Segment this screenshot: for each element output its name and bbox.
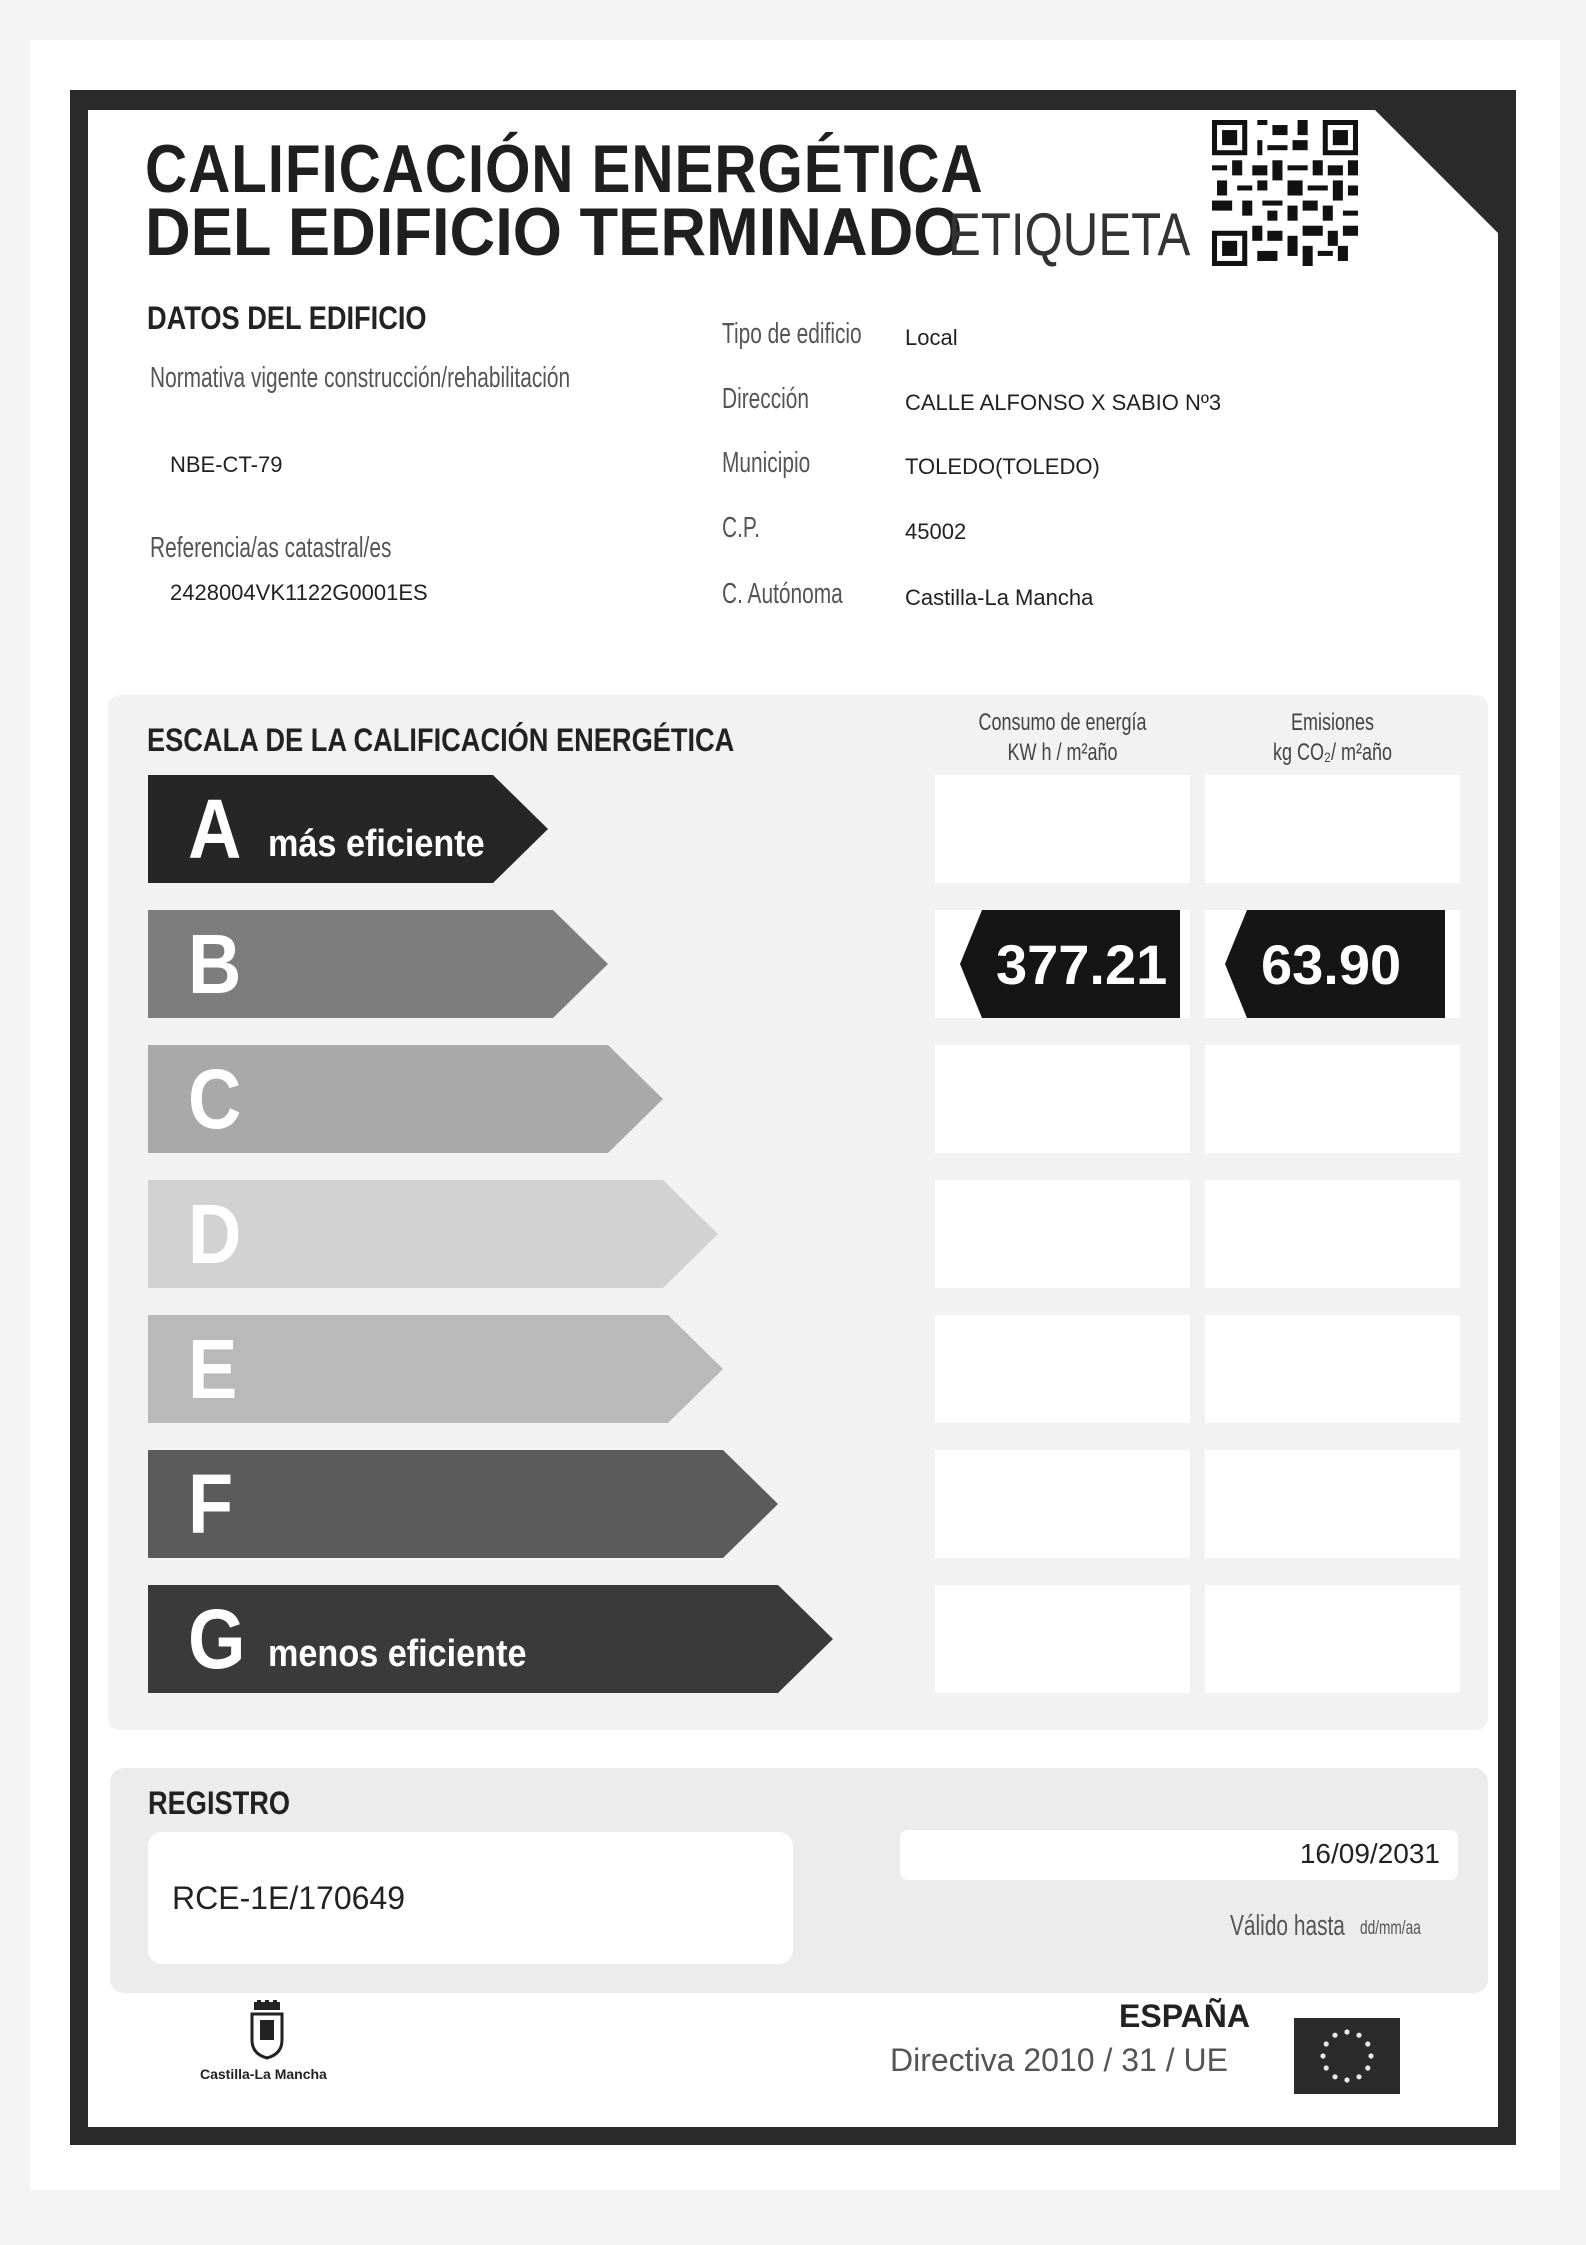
energy-badge	[960, 910, 1180, 1018]
eu-star	[1332, 2074, 1337, 2079]
eu-star	[1365, 2065, 1370, 2070]
energy-cell	[935, 1045, 1190, 1153]
eu-star	[1324, 2065, 1329, 2070]
valid-format: dd/mm/aa	[1360, 1918, 1421, 1939]
scale-title: ESCALA DE LA CALIFICACIÓN ENERGÉTICA	[147, 722, 735, 758]
region-value: Castilla-La Mancha	[905, 585, 1094, 610]
building-type-value: Local	[905, 325, 958, 350]
emissions-cell	[1205, 1180, 1460, 1288]
municipality-value: TOLEDO(TOLEDO)	[905, 454, 1100, 479]
energy-badge-value: 377.21	[996, 933, 1168, 996]
energy-cell	[935, 1450, 1190, 1558]
class-letter-d: D	[188, 1187, 242, 1281]
class-arrow-f	[148, 1450, 778, 1558]
emissions-cell	[1205, 1585, 1460, 1693]
energy-header-line2: KW h / m²año	[1007, 739, 1118, 766]
energy-cell	[935, 775, 1190, 883]
eu-flag-icon	[1294, 2018, 1400, 2094]
emissions-badge	[1225, 910, 1445, 1018]
emissions-header-line2: kg CO₂/ m²año	[1272, 739, 1393, 766]
class-letter-c: C	[188, 1052, 242, 1146]
emissions-cell	[1205, 1315, 1460, 1423]
building-section-title: DATOS DEL EDIFICIO	[147, 300, 427, 336]
address-value: CALLE ALFONSO X SABIO Nº3	[905, 390, 1222, 415]
regulation-value: NBE-CT-79	[170, 452, 283, 477]
qr-code-icon	[1212, 120, 1358, 266]
emissions-cell	[1205, 1045, 1460, 1153]
title-line-1: CALIFICACIÓN ENERGÉTICA	[145, 131, 984, 207]
eu-star	[1356, 2074, 1361, 2079]
region-label: C. Autónoma	[722, 578, 843, 610]
class-letter-e: E	[188, 1322, 238, 1416]
postal-code-label: C.P.	[722, 512, 760, 544]
eu-star	[1332, 2033, 1337, 2038]
title-line-2: DEL EDIFICIO TERMINADO	[145, 194, 963, 270]
building-type-label: Tipo de edificio	[722, 318, 862, 350]
country: ESPAÑA	[1119, 1998, 1250, 2034]
directive: Directiva 2010 / 31 / UE	[890, 2042, 1228, 2078]
emissions-column-header	[1226, 708, 1440, 768]
valid-label: Válido hasta	[1230, 1910, 1345, 1942]
emissions-badge-value: 63.90	[1261, 933, 1402, 996]
regulation-label: Normativa vigente construcción/rehabilitación	[150, 362, 571, 394]
region-logo-text: Castilla-La Mancha	[200, 2066, 327, 2082]
title-suffix: ETIQUETA	[948, 201, 1191, 268]
cadastral-label: Referencia/as catastral/es	[150, 532, 392, 564]
emissions-cell	[1205, 1450, 1460, 1558]
registry-number: RCE-1E/170649	[172, 1880, 406, 1916]
eu-star	[1356, 2033, 1361, 2038]
frame-corner	[1360, 95, 1510, 245]
eu-star	[1344, 2029, 1349, 2034]
class-letter-g: G	[188, 1592, 246, 1686]
eu-star	[1344, 2077, 1349, 2082]
postal-code-value: 45002	[905, 519, 967, 544]
address-label: Dirección	[722, 383, 810, 415]
eu-star	[1368, 2053, 1373, 2058]
class-caption-a: más eficiente	[268, 823, 485, 865]
class-letter-a: A	[188, 782, 242, 876]
class-letter-b: B	[188, 917, 242, 1011]
eu-star	[1320, 2053, 1325, 2058]
emissions-header-line1: Emisiones	[1290, 709, 1375, 736]
energy-cell	[935, 1585, 1190, 1693]
energy-cell	[935, 1180, 1190, 1288]
region-crest-icon	[248, 2000, 286, 2060]
class-letter-f: F	[188, 1457, 234, 1551]
eu-star	[1324, 2041, 1329, 2046]
eu-star	[1365, 2041, 1370, 2046]
energy-cell	[935, 1315, 1190, 1423]
energy-column-header	[956, 708, 1170, 768]
cadastral-value: 2428004VK1122G0001ES	[170, 580, 428, 605]
emissions-cell	[1205, 775, 1460, 883]
registry-title: REGISTRO	[148, 1785, 291, 1821]
energy-header-line1: Consumo de energía	[978, 709, 1147, 736]
municipality-label: Municipio	[722, 447, 811, 479]
valid-date: 16/09/2031	[1299, 1838, 1440, 1869]
class-caption-g: menos eficiente	[268, 1633, 527, 1675]
